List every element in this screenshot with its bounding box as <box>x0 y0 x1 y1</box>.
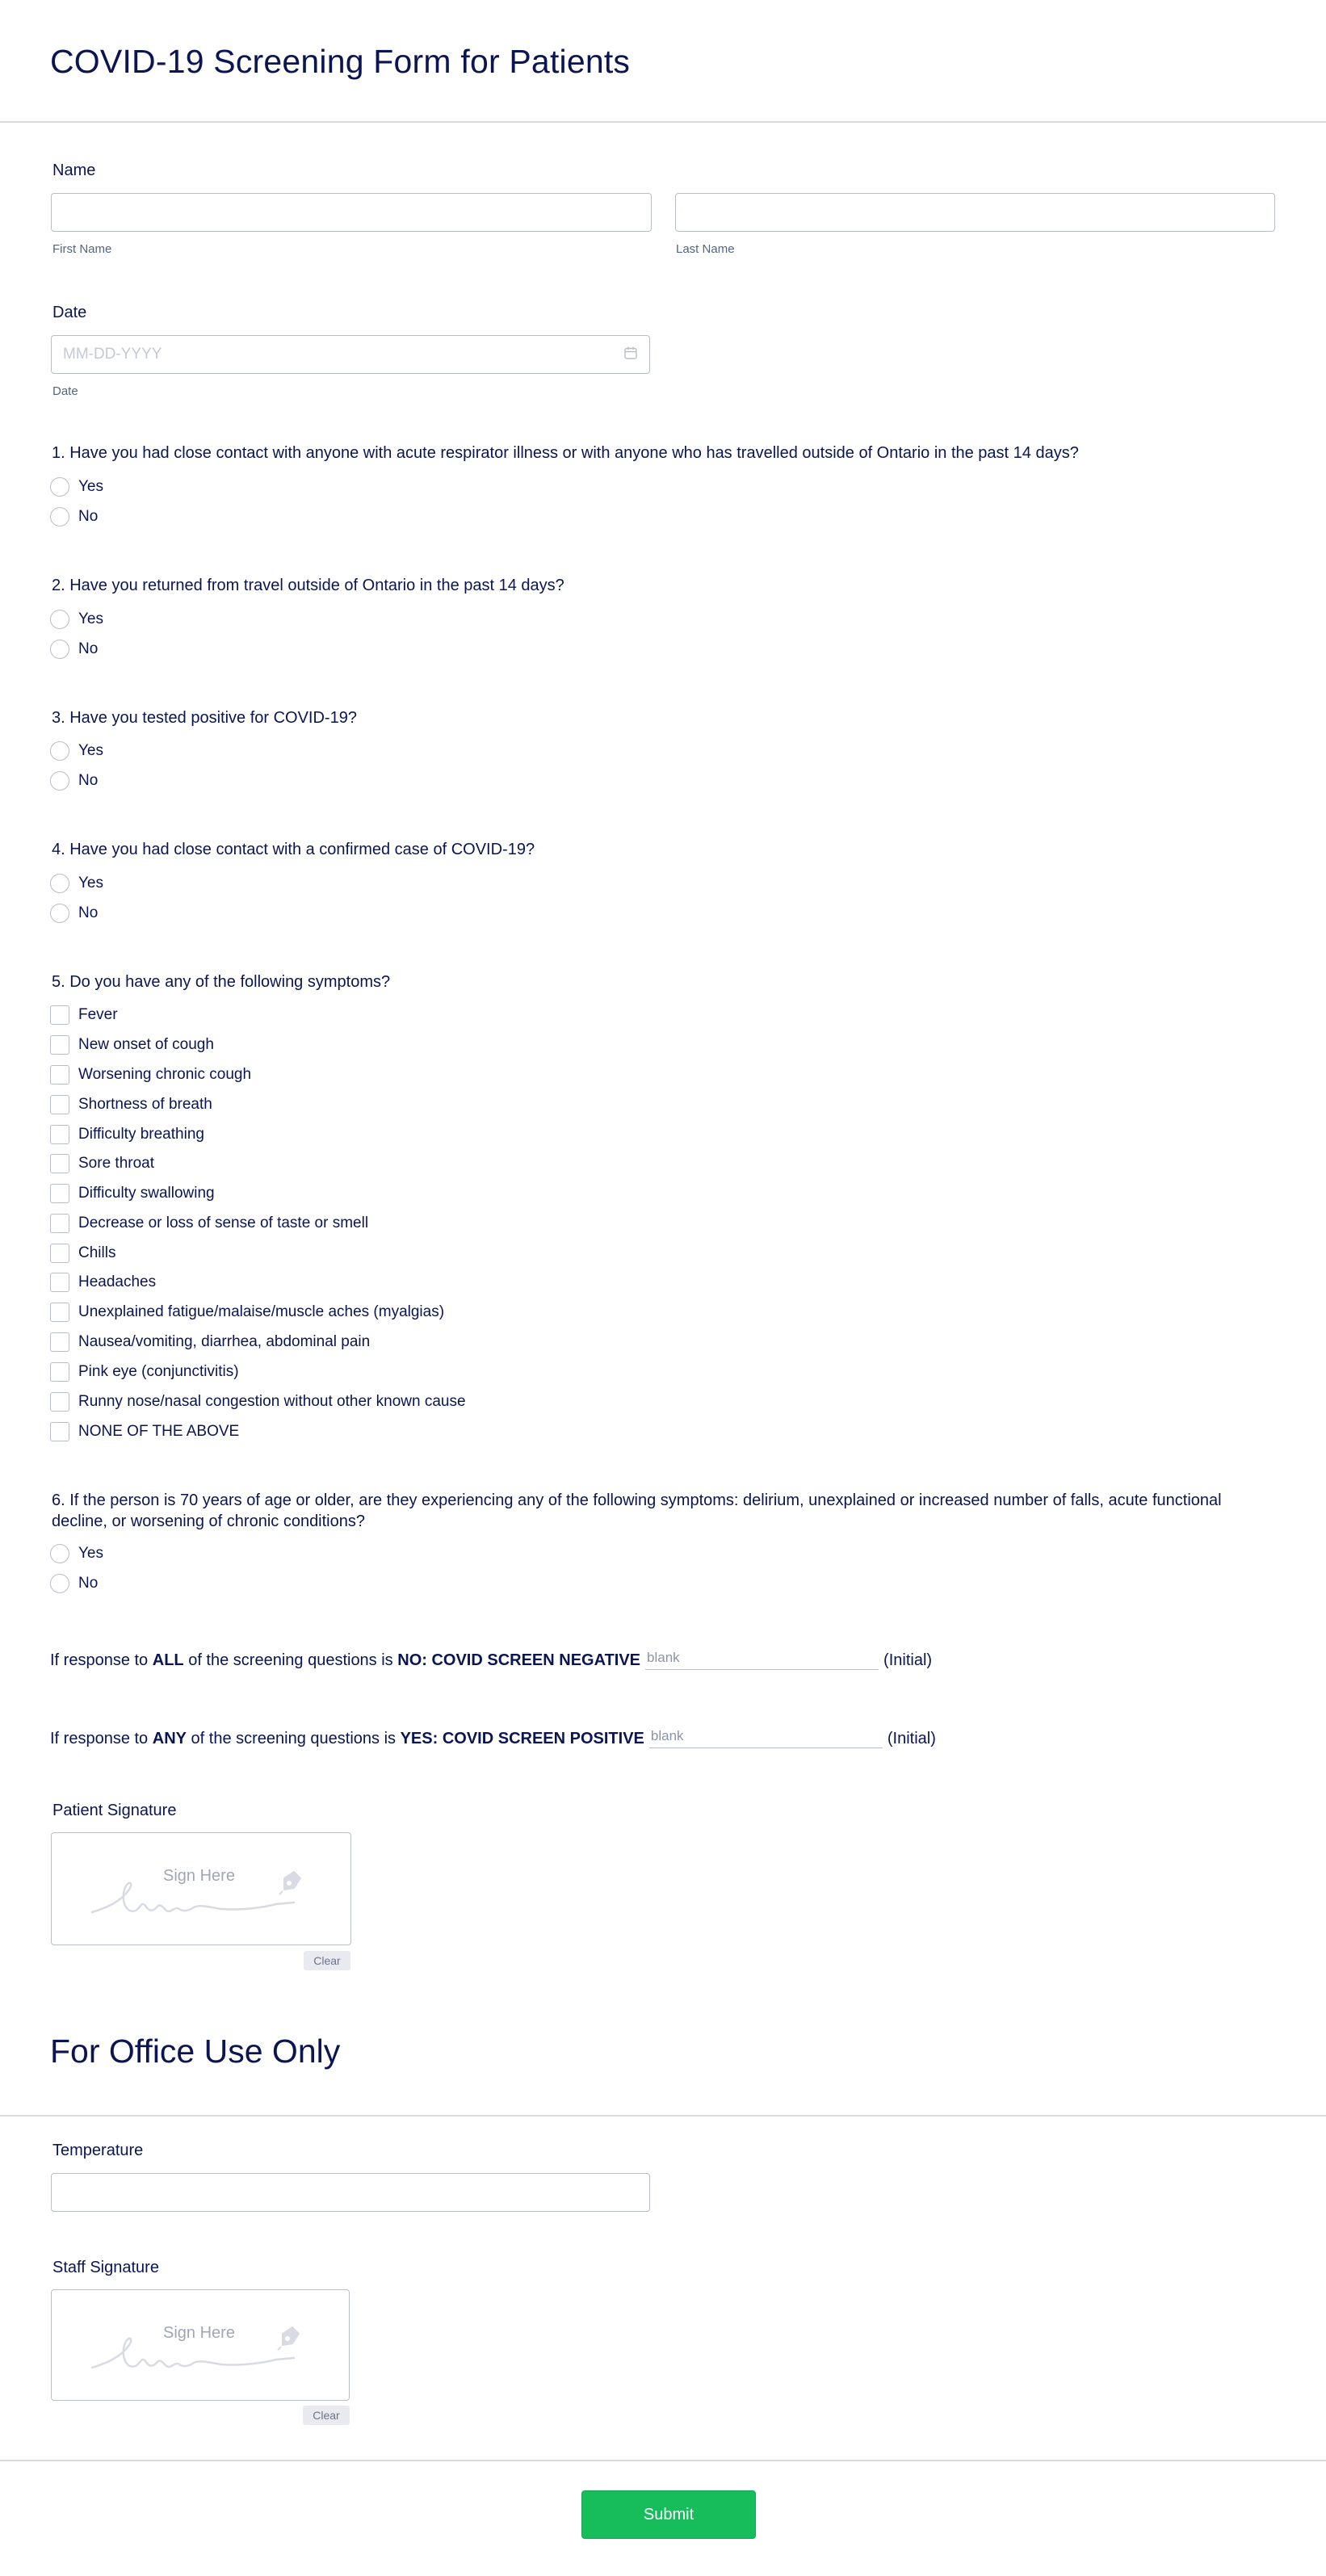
symptom-shortness-of-breath[interactable] <box>50 1094 212 1115</box>
checkbox[interactable] <box>50 1065 69 1085</box>
option-label: Yes <box>78 875 103 892</box>
q6-option-no[interactable] <box>50 1573 98 1594</box>
patient-signature-pad[interactable] <box>51 1832 351 1945</box>
checkbox[interactable] <box>50 1422 69 1441</box>
statement-text: of the screening questions is <box>186 1730 401 1747</box>
radio-button[interactable] <box>50 874 69 893</box>
option-label: Yes <box>78 1545 103 1562</box>
question-3: 3. Have you tested positive for COVID-19? <box>52 709 357 727</box>
symptom-runny-nose[interactable] <box>50 1391 466 1412</box>
office-divider <box>0 2115 1326 2117</box>
symptom-headaches[interactable] <box>50 1272 156 1293</box>
radio-button[interactable] <box>50 904 69 923</box>
radio-button[interactable] <box>50 507 69 527</box>
question-5: 5. Do you have any of the following symptoms? <box>52 973 391 991</box>
option-label: Decrease or loss of sense of taste or smell <box>78 1215 369 1231</box>
option-label: Yes <box>78 742 103 759</box>
pen-icon <box>275 1867 305 1898</box>
statement-text: of the screening questions is <box>183 1651 398 1669</box>
first-name-sublabel: First Name <box>52 242 112 256</box>
date-input[interactable] <box>51 335 650 374</box>
q3-option-yes[interactable] <box>50 740 103 761</box>
radio-button[interactable] <box>50 610 69 629</box>
question-6: 6. If the person is 70 years of age or older, are they experiencing any of the following symptoms: delirium, unexplained or increased number of falls, acute functional decline, or worsening of chronic conditions? <box>52 1491 1222 1530</box>
checkbox[interactable] <box>50 1244 69 1263</box>
option-label: No <box>78 640 99 657</box>
question-4: 4. Have you had close contact with a confirmed case of COVID-19? <box>52 841 535 858</box>
checkbox[interactable] <box>50 1273 69 1292</box>
statement-text: If response to <box>50 1730 153 1747</box>
checkbox[interactable] <box>50 1303 69 1322</box>
radio-button[interactable] <box>50 771 69 791</box>
initial-suffix: (Initial) <box>883 1651 933 1669</box>
checkbox[interactable] <box>50 1095 69 1114</box>
positive-initial-input[interactable] <box>649 1728 883 1748</box>
date-label: Date <box>52 304 87 321</box>
checkbox[interactable] <box>50 1214 69 1233</box>
symptom-taste-smell[interactable] <box>50 1213 368 1234</box>
symptom-none[interactable] <box>50 1421 239 1442</box>
q4-option-yes[interactable] <box>50 873 103 894</box>
checkbox[interactable] <box>50 1332 69 1352</box>
last-name-sublabel: Last Name <box>676 242 735 256</box>
screen-negative-statement <box>50 1646 932 1670</box>
radio-button[interactable] <box>50 1544 69 1563</box>
calendar-icon[interactable] <box>623 346 638 364</box>
symptom-difficulty-breathing[interactable] <box>50 1124 204 1145</box>
staff-signature-pad[interactable] <box>51 2289 350 2401</box>
option-label: Unexplained fatigue/malaise/muscle aches (myalgias) <box>78 1303 445 1320</box>
signature-scribble-icon <box>52 2290 350 2402</box>
footer-divider <box>0 2460 1326 2461</box>
name-label: Name <box>52 162 96 179</box>
symptom-pink-eye[interactable] <box>50 1361 239 1382</box>
last-name-input[interactable] <box>675 193 1275 232</box>
option-label: Nausea/vomiting, diarrhea, abdominal pain <box>78 1333 371 1350</box>
staff-signature-label: Staff Signature <box>52 2259 159 2276</box>
checkbox[interactable] <box>50 1005 69 1025</box>
symptom-chills[interactable] <box>50 1243 115 1264</box>
option-label: Difficulty swallowing <box>78 1185 215 1202</box>
option-label: No <box>78 1575 99 1592</box>
symptom-difficulty-swallowing[interactable] <box>50 1183 215 1204</box>
sign-here-hint: Sign Here <box>163 1867 235 1885</box>
radio-button[interactable] <box>50 477 69 497</box>
signature-scribble-icon <box>52 1833 352 1946</box>
option-label: New onset of cough <box>78 1036 214 1053</box>
checkbox[interactable] <box>50 1392 69 1412</box>
q2-option-yes[interactable] <box>50 609 103 630</box>
sign-here-hint: Sign Here <box>163 2324 235 2342</box>
q2-option-no[interactable] <box>50 639 98 660</box>
symptom-nausea[interactable] <box>50 1332 370 1353</box>
office-section-title: For Office Use Only <box>50 2033 341 2070</box>
q1-option-yes[interactable] <box>50 476 103 497</box>
q1-option-no[interactable] <box>50 506 98 527</box>
patient-signature-label: Patient Signature <box>52 1802 177 1819</box>
patient-signature-clear-button[interactable]: Clear <box>304 1951 350 1970</box>
option-label: No <box>78 508 99 525</box>
radio-button[interactable] <box>50 640 69 659</box>
checkbox[interactable] <box>50 1154 69 1173</box>
statement-text: If response to <box>50 1651 153 1669</box>
checkbox[interactable] <box>50 1125 69 1144</box>
q6-option-yes[interactable] <box>50 1543 103 1564</box>
statement-result: YES: COVID SCREEN POSITIVE <box>400 1730 644 1747</box>
q3-option-no[interactable] <box>50 770 98 791</box>
option-label: Fever <box>78 1006 118 1023</box>
checkbox[interactable] <box>50 1362 69 1382</box>
option-label: Worsening chronic cough <box>78 1066 252 1083</box>
option-label: Runny nose/nasal congestion without other known cause <box>78 1393 466 1410</box>
option-label: Yes <box>78 610 103 627</box>
option-label: Difficulty breathing <box>78 1126 204 1143</box>
statement-result: NO: COVID SCREEN NEGATIVE <box>397 1651 641 1669</box>
form-title: COVID-19 Screening Form for Patients <box>50 43 631 80</box>
option-label: No <box>78 772 99 789</box>
option-label: Sore throat <box>78 1155 154 1172</box>
option-label: Headaches <box>78 1273 157 1290</box>
statement-keyword: ALL <box>152 1651 184 1669</box>
option-label: NONE OF THE ABOVE <box>78 1423 240 1440</box>
date-sublabel: Date <box>52 384 78 398</box>
option-label: Pink eye (conjunctivitis) <box>78 1363 239 1380</box>
screen-positive-statement <box>50 1724 936 1748</box>
submit-button[interactable]: Submit <box>581 2490 756 2539</box>
option-label: No <box>78 904 99 921</box>
negative-initial-input[interactable] <box>645 1650 879 1670</box>
option-label: Yes <box>78 478 103 495</box>
temperature-label: Temperature <box>52 2142 144 2159</box>
initial-suffix: (Initial) <box>887 1730 936 1747</box>
checkbox[interactable] <box>50 1035 69 1055</box>
symptom-fever[interactable] <box>50 1005 118 1026</box>
symptom-new-cough[interactable] <box>50 1034 214 1055</box>
pen-icon <box>273 2322 304 2353</box>
symptom-chronic-cough[interactable] <box>50 1064 251 1085</box>
question-1: 1. Have you had close contact with anyone with acute respirator illness or with anyone who has travelled outside of Ontario in the past 14 days? <box>52 444 1079 462</box>
first-name-input[interactable] <box>51 193 652 232</box>
question-2: 2. Have you returned from travel outside of Ontario in the past 14 days? <box>52 577 564 594</box>
header-divider <box>0 121 1326 123</box>
symptom-fatigue[interactable] <box>50 1302 444 1323</box>
staff-signature-clear-button[interactable]: Clear <box>303 2406 350 2425</box>
checkbox[interactable] <box>50 1184 69 1203</box>
statement-keyword: ANY <box>152 1730 187 1747</box>
option-label: Chills <box>78 1244 116 1261</box>
temperature-input[interactable] <box>51 2173 650 2212</box>
radio-button[interactable] <box>50 1574 69 1593</box>
q4-option-no[interactable] <box>50 903 98 924</box>
symptom-sore-throat[interactable] <box>50 1153 154 1174</box>
option-label: Shortness of breath <box>78 1096 212 1113</box>
radio-button[interactable] <box>50 741 69 761</box>
date-placeholder: MM-DD-YYYY <box>63 346 162 363</box>
